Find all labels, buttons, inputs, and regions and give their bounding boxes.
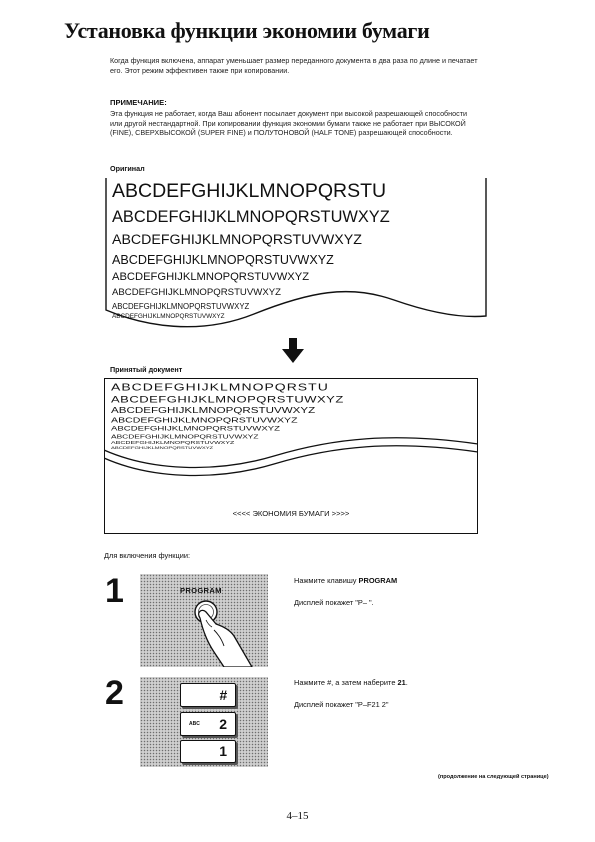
original-line: ABCDEFGHIJKLMNOPQRSTUVWXYZ	[112, 271, 310, 283]
original-document	[104, 176, 488, 338]
original-line: ABCDEFGHIJKLMNOPQRSTUVWXYZ	[112, 313, 225, 320]
step2-display: Дисплей покажет "P–F21 2"	[294, 700, 389, 709]
step1-illustration	[140, 574, 268, 667]
paper-saving-banner: <<<< ЭКОНОМИЯ БУМАГИ >>>>	[232, 509, 350, 518]
step2-instruction	[294, 678, 408, 687]
received-line: ABCDEFGHIJKLMNOPQRSTUVWXYZ	[111, 441, 235, 446]
original-label: Оригинал	[110, 164, 145, 173]
finger-press-icon	[140, 574, 268, 667]
intro-line: Когда функция включена, аппарат уменьшает размер переданного документа в два раза по длине и печатает	[110, 56, 478, 65]
key-2-label: 2	[219, 716, 227, 732]
original-line: ABCDEFGHIJKLMNOPQRSTUVWXYZ	[112, 287, 281, 298]
step1-key-name: PROGRAM	[358, 576, 398, 585]
received-line: ABCDEFGHIJKLMNOPQRSTU	[111, 381, 329, 393]
arrow-down-icon	[282, 338, 304, 364]
intro-text	[110, 56, 477, 75]
key-1	[180, 740, 236, 763]
step1-text: Нажмите клавишу	[294, 576, 359, 585]
page-number: 4–15	[286, 810, 309, 822]
received-line: ABCDEFGHIJKLMNOPQRSTUVWXYZ	[111, 406, 316, 416]
step-number: 2	[105, 674, 124, 712]
original-line: ABCDEFGHIJKLMNOPQRSTU	[112, 180, 387, 202]
step2-text-end: .	[405, 678, 408, 687]
key-2	[180, 712, 236, 736]
original-line: ABCDEFGHIJKLMNOPQRSTUVWXYZ	[112, 302, 250, 311]
key-2-letters: ABC	[189, 721, 200, 727]
step1-instruction	[294, 576, 397, 585]
original-line: ABCDEFGHIJKLMNOPQRSTUVWXYZ	[112, 253, 334, 267]
key-1-label: 1	[219, 743, 227, 759]
received-line: ABCDEFGHIJKLMNOPQRSTUVWXYZ	[111, 433, 259, 440]
received-line: ABCDEFGHIJKLMNOPQRSTUVWXYZ	[111, 416, 298, 425]
continued-note: (продолжение на следующей странице)	[438, 774, 549, 780]
step-number: 1	[105, 572, 124, 610]
step2-text: Нажмите #, а затем наберите	[294, 678, 398, 687]
received-line: ABCDEFGHIJKLMNOPQRSTUVWXYZ	[111, 446, 214, 451]
received-line: ABCDEFGHIJKLMNOPQRSTUWXYZ	[111, 394, 344, 405]
intro-line: его. Этот режим эффективен также при копировании.	[110, 65, 290, 75]
original-line: ABCDEFGHIJKLMNOPQRSTUWXYZ	[112, 208, 390, 226]
step2-illustration	[140, 677, 268, 767]
note-text	[110, 109, 467, 138]
original-text-block	[112, 180, 482, 320]
page-title: Установка функции экономии бумаги	[64, 18, 430, 43]
note-heading: ПРИМЕЧАНИЕ:	[110, 98, 167, 107]
original-line: ABCDEFGHIJKLMNOPQRSTUVWXYZ	[112, 232, 362, 248]
hash-key-label: #	[219, 687, 227, 703]
note-line: (FINE), СВЕРХВЫСОКОЙ (SUPER FINE) и ПОЛУТОНОВОЙ (HALF TONE) разрешающей способности.	[110, 128, 453, 138]
step1-display: Дисплей покажет "P– ".	[294, 598, 374, 607]
received-line: ABCDEFGHIJKLMNOPQRSTUVWXYZ	[111, 425, 280, 433]
step2-number: 21	[397, 678, 406, 687]
hash-key	[180, 683, 236, 707]
note-line: Эта функция не работает, когда Ваш абонент посылает документ при высокой разрешающей способности	[110, 109, 468, 118]
received-label: Принятый документ	[110, 365, 183, 374]
note-line: или другой нестандартной. При копировании функция экономии бумаги также не работает при ВЫСОКОЙ	[110, 118, 466, 128]
enable-label: Для включения функции:	[104, 551, 191, 560]
received-document	[104, 378, 478, 534]
program-key-label: PROGRAM	[180, 586, 222, 595]
received-text-block	[111, 381, 471, 459]
